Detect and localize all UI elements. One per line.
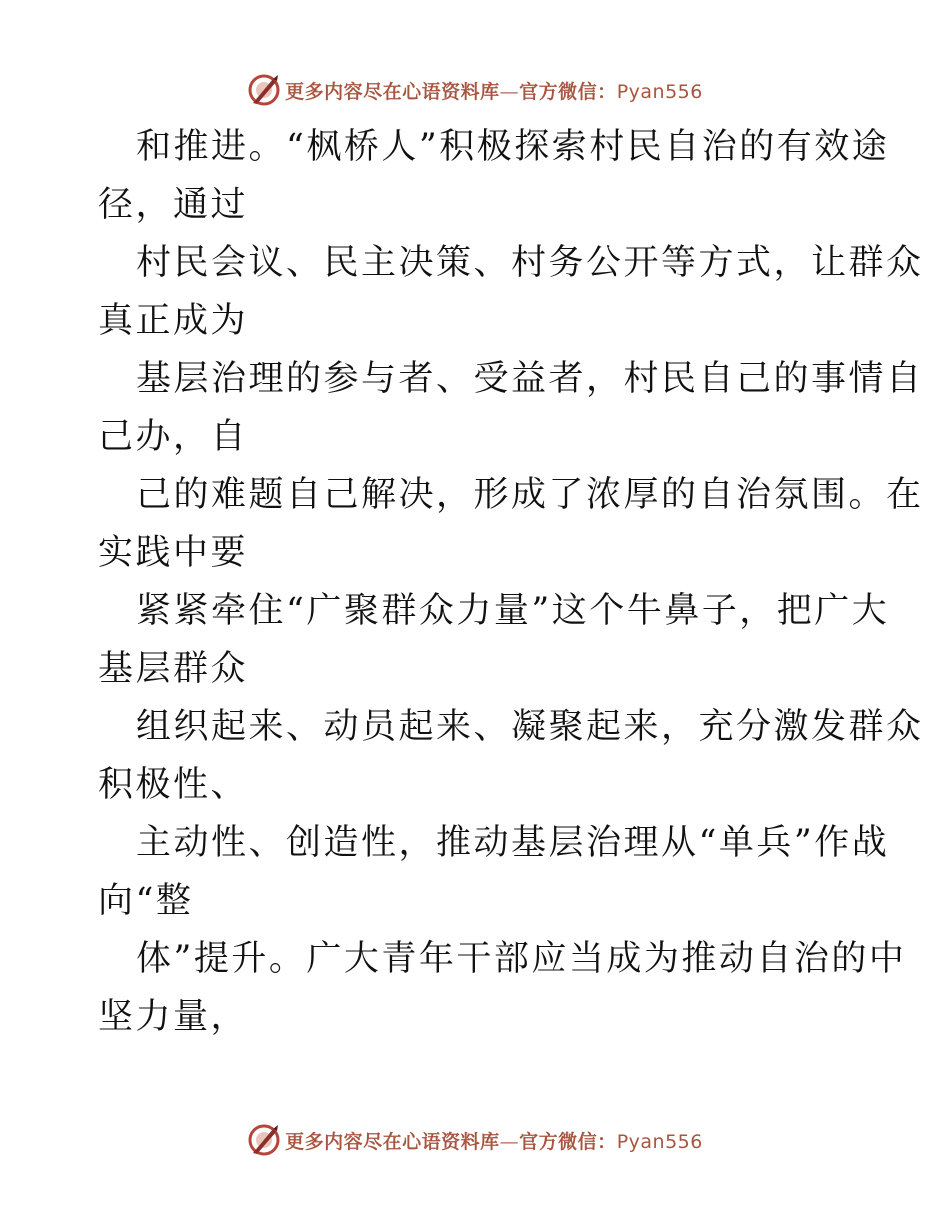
watermark-dash: —: [499, 80, 520, 103]
text-line-continuation: 实践中要: [98, 533, 249, 573]
watermark-wechat-id: Pyan556: [616, 80, 703, 103]
text-line: 和推进。“枫桥人”积极探索村民自治的有效途: [136, 127, 890, 167]
text-block: [0, 814, 950, 930]
text-block: [0, 466, 950, 582]
text-line: 紧紧牵住“广聚群众力量”这个牛鼻子，把广大: [136, 591, 890, 631]
text-line: 己的难题自己解决，形成了浓厚的自治氛围。在: [136, 475, 924, 515]
text-block: [0, 698, 950, 814]
text-block: [0, 350, 950, 466]
watermark-main: 更多内容尽在心语资料库: [285, 80, 500, 103]
quill-emblem-icon: [247, 73, 281, 107]
text-line-continuation: 径，通过: [98, 185, 249, 225]
watermark-footer: [0, 1120, 950, 1160]
text-line: 主动性、创造性，推动基层治理从“单兵”作战: [136, 823, 890, 863]
text-line-continuation: 向“整: [98, 881, 194, 921]
watermark-main: 更多内容尽在心语资料库: [285, 1130, 500, 1153]
text-line-continuation: 基层群众: [98, 649, 249, 689]
watermark-wechat-label: 官方微信：: [519, 80, 617, 103]
text-line-continuation: 真正成为: [98, 301, 249, 341]
watermark-text: [285, 77, 703, 104]
text-line: 体”提升。广大青年干部应当成为推动自治的中: [136, 939, 907, 979]
text-line: 村民会议、民主决策、村务公开等方式，让群众: [136, 243, 924, 283]
watermark-text: [285, 1127, 703, 1154]
watermark-dash: —: [499, 1130, 520, 1153]
text-block: [0, 118, 950, 234]
text-line: 基层治理的参与者、受益者，村民自己的事情自: [136, 359, 924, 399]
text-line: 组织起来、动员起来、凝聚起来，充分激发群众: [136, 707, 924, 747]
document-body: [0, 118, 950, 1046]
text-line-continuation: 己办，自: [98, 417, 249, 457]
text-block: [0, 234, 950, 350]
watermark-header: [0, 70, 950, 110]
quill-emblem-icon: [247, 1123, 281, 1157]
text-line-continuation: 积极性、: [98, 765, 249, 805]
watermark-wechat-id: Pyan556: [616, 1130, 703, 1153]
text-block: [0, 930, 950, 1046]
watermark-wechat-label: 官方微信：: [519, 1130, 617, 1153]
text-block: [0, 582, 950, 698]
text-line-continuation: 坚力量，: [98, 997, 249, 1037]
